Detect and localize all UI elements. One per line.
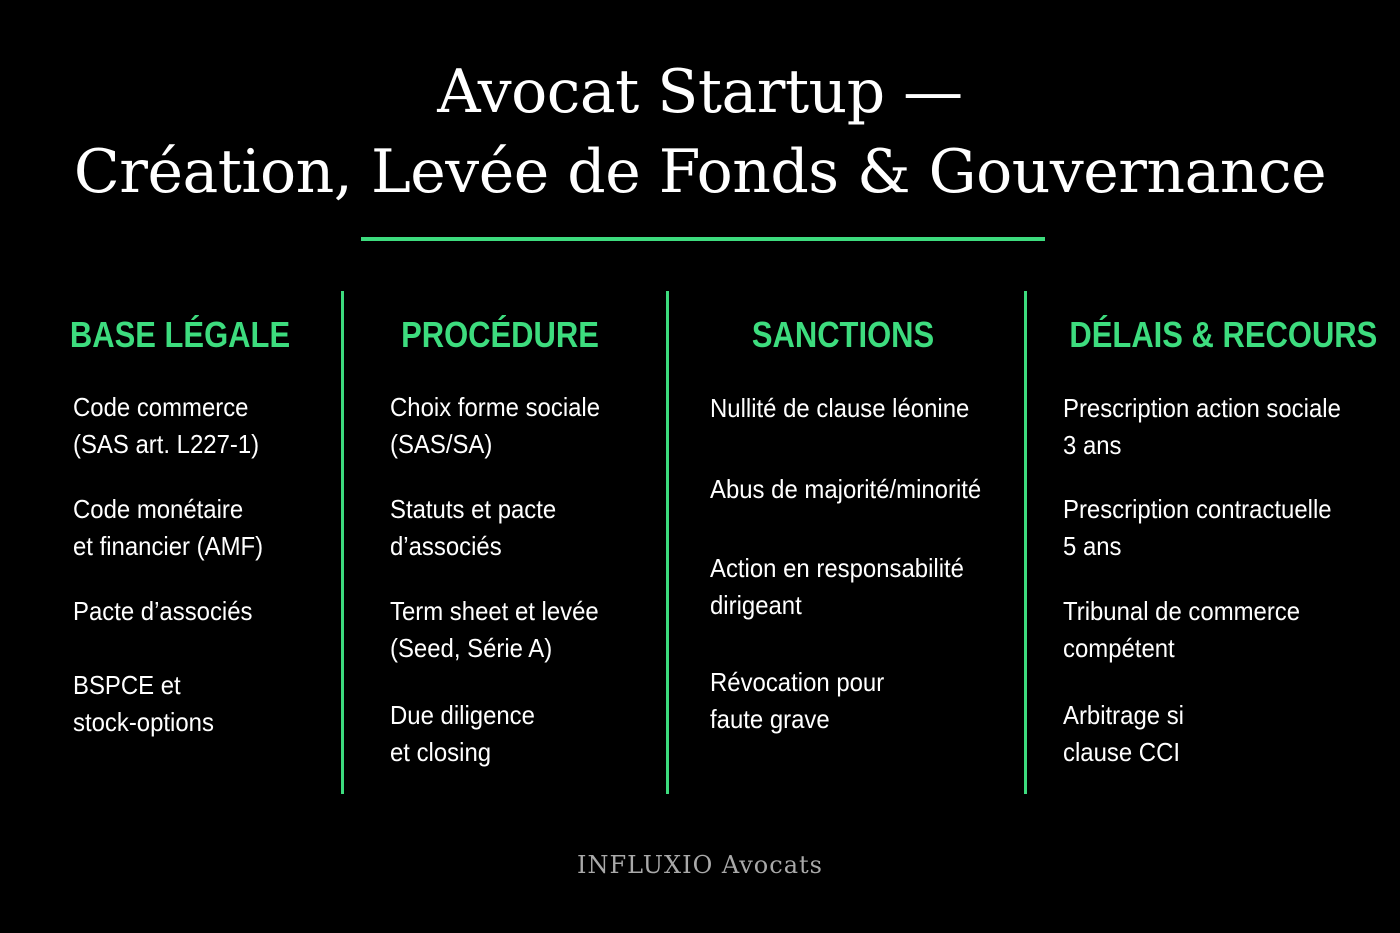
- list-item-line: Statuts et pacte: [390, 494, 557, 524]
- list-item-line: Choix forme sociale: [390, 392, 601, 422]
- list-item-line: compétent: [1063, 633, 1175, 663]
- list-item: [1063, 697, 1195, 771]
- column-divider-3: [1024, 291, 1027, 794]
- title-line-1: Avocat Startup —: [437, 57, 963, 127]
- list-item-line: d’associés: [390, 531, 502, 561]
- column-divider-1: [341, 291, 344, 794]
- list-item: [73, 389, 275, 463]
- list-item-line: BSPCE et: [73, 670, 181, 700]
- footer-brand: INFLUXIO Avocats: [577, 851, 823, 879]
- list-item: [390, 389, 618, 463]
- list-item: [1063, 390, 1365, 464]
- list-item-line: Pacte d’associés: [73, 596, 253, 626]
- list-item: [1063, 593, 1321, 667]
- list-item-line: Due diligence: [390, 700, 535, 730]
- list-item-line: Code monétaire: [73, 494, 244, 524]
- column-heading-sanctions: SANCTIONS: [751, 314, 935, 355]
- list-item-line: clause CCI: [1063, 737, 1180, 767]
- title-underline: [361, 237, 1045, 241]
- list-item-line: Term sheet et levée: [390, 596, 599, 626]
- list-item-line: Révocation pour: [710, 667, 885, 697]
- list-item-line: Prescription contractuelle: [1063, 494, 1332, 524]
- list-item-line: faute grave: [710, 704, 830, 734]
- list-item-line: Action en responsabilité: [710, 553, 964, 583]
- list-item-line: Prescription action sociale: [1063, 393, 1341, 423]
- list-item: [390, 491, 571, 565]
- list-item: [1063, 491, 1355, 565]
- title-line-2: Création, Levée de Fonds & Gouvernance: [73, 137, 1327, 207]
- column-divider-2: [666, 291, 669, 794]
- list-item: [710, 550, 986, 624]
- list-item-line: dirigeant: [710, 590, 802, 620]
- list-item-line: 3 ans: [1063, 430, 1122, 460]
- column-heading-base-legale: BASE LÉGALE: [69, 314, 291, 355]
- list-item: [710, 664, 899, 738]
- list-item-line: Arbitrage si: [1063, 700, 1184, 730]
- list-item-line: Tribunal de commerce: [1063, 596, 1301, 626]
- list-item: [73, 593, 268, 630]
- list-item-line: 5 ans: [1063, 531, 1122, 561]
- list-item: [390, 697, 548, 771]
- list-item-line: (SAS art. L227-1): [73, 429, 260, 459]
- list-item-line: et financier (AMF): [73, 531, 264, 561]
- list-item: [73, 667, 226, 741]
- column-heading-delais-recours: DÉLAIS & RECOURS: [1069, 314, 1378, 355]
- list-item-line: Nullité de clause léonine: [710, 393, 970, 423]
- list-item: [710, 390, 992, 427]
- list-item-line: Code commerce: [73, 392, 249, 422]
- list-item-line: (SAS/SA): [390, 429, 493, 459]
- page-title: [0, 52, 1400, 212]
- list-item-line: et closing: [390, 737, 492, 767]
- list-item: [710, 471, 1005, 508]
- column-heading-procedure: PROCÉDURE: [401, 314, 599, 355]
- list-item-line: stock-options: [73, 707, 214, 737]
- list-item-line: (Seed, Série A): [390, 633, 553, 663]
- list-item-line: Abus de majorité/minorité: [710, 474, 982, 504]
- list-item: [390, 593, 617, 667]
- list-item: [73, 491, 280, 565]
